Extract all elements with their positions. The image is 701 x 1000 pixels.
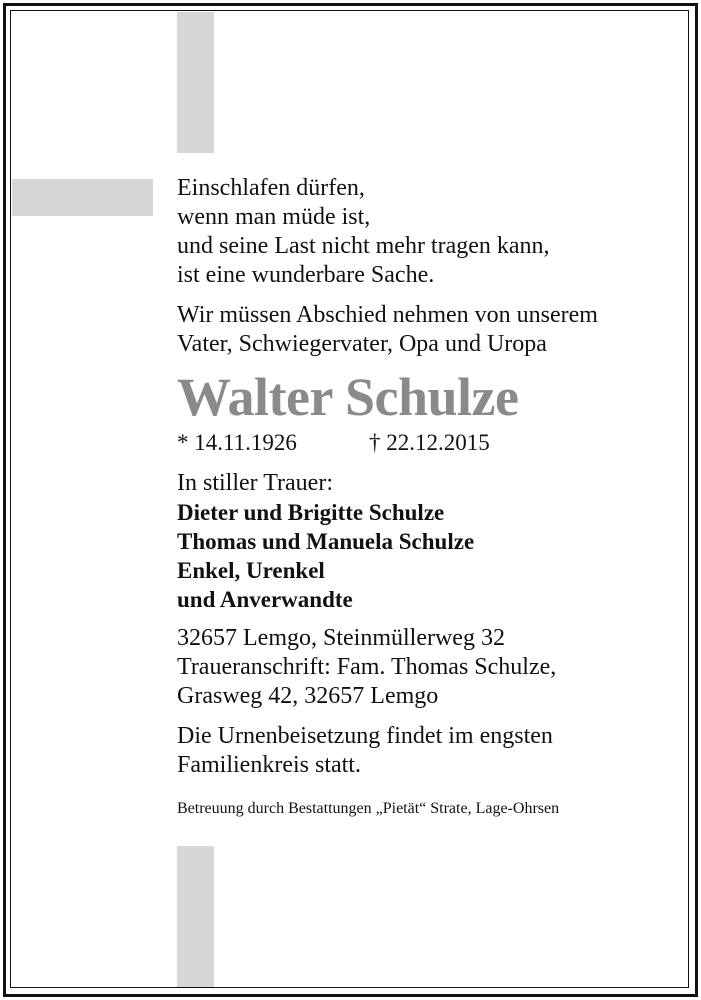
obituary-content: [177, 174, 682, 819]
birth-date: * 14.11.1926: [177, 430, 297, 455]
urn-line: Familienkreis statt.: [177, 752, 361, 778]
address-line: 32657 Lemgo, Steinmüllerweg 32: [177, 625, 505, 651]
poem-line: Einschlafen dürfen,: [177, 175, 365, 201]
mourners-list: [177, 498, 682, 614]
address-block: [177, 624, 682, 711]
mourner-line: und Anverwandte: [177, 587, 353, 612]
death-date: † 22.12.2015: [369, 430, 490, 455]
cross-top-bar: [177, 12, 214, 153]
poem-line: ist eine wunderbare Sache.: [177, 262, 435, 288]
undertaker-note: Betreuung durch Bestattungen „Pietät“ Strate, Lage-Ohrsen: [177, 800, 560, 817]
poem-line: wenn man müde ist,: [177, 204, 371, 230]
mourning-intro: In stiller Trauer:: [177, 470, 333, 496]
mourner-line: Dieter und Brigitte Schulze: [177, 500, 445, 525]
mourner-line: Enkel, Urenkel: [177, 558, 325, 583]
life-dates: [177, 429, 682, 457]
address-line: Grasweg 42, 32657 Lemgo: [177, 683, 439, 709]
deceased-name: Walter Schulze: [177, 367, 519, 427]
cross-bottom-bar: [177, 846, 214, 987]
intro-line: Vater, Schwiegervater, Opa und Uropa: [177, 331, 547, 357]
poem: [177, 174, 682, 290]
intro-line: Wir müssen Abschied nehmen von unserem: [177, 302, 598, 328]
urn-line: Die Urnenbeisetzung findet im engsten: [177, 723, 553, 749]
address-line: Traueranschrift: Fam. Thomas Schulze,: [177, 654, 557, 680]
urn-notice: [177, 722, 682, 780]
poem-line: und seine Last nicht mehr tragen kann,: [177, 233, 550, 259]
cross-arm-bar: [12, 179, 153, 216]
farewell-intro: [177, 301, 682, 359]
mourner-line: Thomas und Manuela Schulze: [177, 529, 475, 554]
